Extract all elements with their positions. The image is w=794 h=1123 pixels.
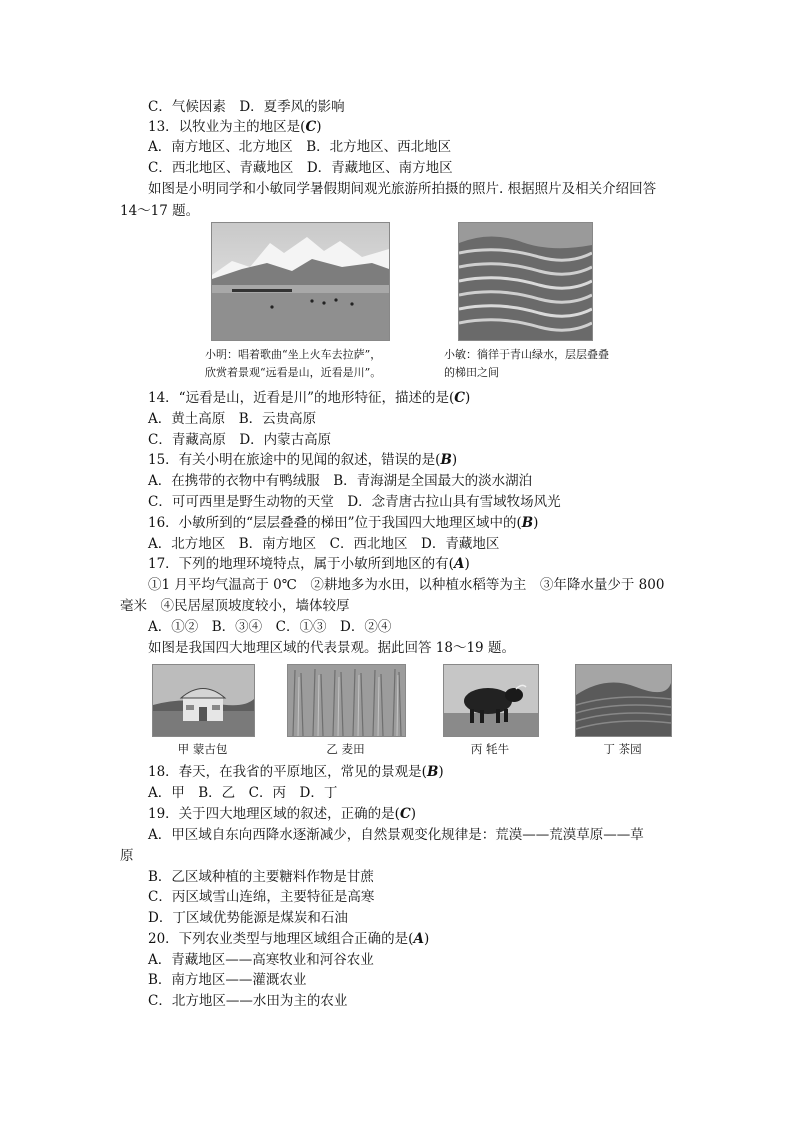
- q19-option-d: D．丁区域优势能源是煤炭和石油: [148, 910, 348, 926]
- q12-option-cd: C．气候因素 D．夏季风的影响: [148, 99, 345, 115]
- q19-option-c: C．丙区域雪山连绵，主要特征是高寒: [148, 889, 375, 905]
- question-19-answer: C: [399, 806, 411, 822]
- question-15-stem: 15．有关小明在旅途中的见闻的叙述，错误的是(: [148, 452, 441, 468]
- photo-wheat-field: [287, 664, 406, 737]
- photo-terraced-fields: [458, 222, 593, 341]
- q18-options: A．甲 B．乙 C．丙 D．丁: [148, 785, 338, 801]
- question-18: [148, 763, 444, 781]
- question-15-answer: B: [440, 452, 452, 468]
- question-19: [148, 805, 416, 823]
- caption-xiaoming-line1: 小明：唱着歌曲“坐上火车去拉萨”，: [205, 348, 382, 361]
- q20-option-c: C．北方地区——水田为主的农业: [148, 993, 348, 1009]
- label-yi-wheat: 乙 麦田: [326, 742, 365, 756]
- paren-close: ): [464, 556, 470, 572]
- q20-option-a: A．青藏地区——高寒牧业和河谷农业: [148, 952, 374, 968]
- question-17: [148, 555, 470, 573]
- paren-close: ): [451, 452, 458, 468]
- intro-14-17-line1: 如图是小明同学和小敏同学暑假期间观光旅游所拍摄的照片. 根据照片及相关介绍回答: [148, 181, 657, 197]
- photo-yurt: [152, 664, 255, 737]
- q17-statements-line1: ①1 月平均气温高于 0℃ ②耕地多为水田，以种植水稻等为主 ③年降水量少于 800: [148, 577, 665, 593]
- intro-18-19: 如图是我国四大地理区域的代表景观。据此回答 18～19 题。: [148, 640, 515, 656]
- q15-option-cd: C．可可西里是野生动物的天堂 D．念青唐古拉山具有雪域牧场风光: [148, 494, 561, 510]
- question-18-stem: 18．春天，在我省的平原地区，常见的景观是(: [148, 764, 427, 780]
- paren-close: ): [465, 390, 471, 406]
- caption-xiaomin-line1: 小敏：徜徉于青山绿水，层层叠叠: [444, 348, 609, 361]
- question-16: [148, 514, 538, 532]
- label-jia-yurt: 甲 蒙古包: [177, 742, 228, 756]
- question-14: [148, 389, 470, 407]
- q19-option-b: B．乙区域种植的主要糖料作物是甘蔗: [148, 869, 374, 885]
- paren-close: ): [410, 806, 416, 822]
- question-20-answer: A: [413, 931, 424, 947]
- q13-option-cd: C．西北地区、青藏地区 D．青藏地区、南方地区: [148, 160, 453, 176]
- question-14-stem: 14．“远看是山，近看是川”的地形特征，描述的是(: [148, 390, 455, 406]
- question-16-stem: 16．小敏所到的“层层叠叠的梯田”位于我国四大地理区域中的(: [148, 515, 522, 531]
- q14-option-ab: A．黄土高原 B．云贵高原: [148, 411, 317, 427]
- question-13: [148, 118, 321, 136]
- q13-option-ab: A．南方地区、北方地区 B．北方地区、西北地区: [148, 139, 452, 155]
- question-19-stem: 19．关于四大地理区域的叙述，正确的是(: [148, 806, 400, 822]
- question-17-answer: A: [453, 556, 465, 572]
- question-13-answer: C: [305, 119, 317, 135]
- caption-xiaomin-line2: 的梯田之间: [444, 366, 499, 379]
- question-20-stem: 20．下列农业类型与地理区域组合正确的是(: [148, 931, 414, 947]
- q19-option-a-line2: 原: [120, 848, 134, 864]
- caption-xiaoming-line2: 欣赏着景观“远看是山，近看是川”。: [205, 366, 382, 379]
- label-ding-tea: 丁 茶园: [603, 742, 642, 756]
- q20-option-b: B．南方地区——灌溉农业: [148, 972, 307, 988]
- intro-14-17-line2: 14～17 题。: [120, 203, 200, 219]
- label-bing-yak: 丙 牦牛: [470, 742, 510, 756]
- q16-options: A．北方地区 B．南方地区 C．西北地区 D．青藏地区: [148, 536, 500, 552]
- question-14-answer: C: [454, 390, 465, 406]
- photo-tea-garden: [575, 664, 672, 737]
- paren-close: ): [533, 515, 539, 531]
- paren-close: ): [316, 119, 322, 135]
- q15-option-ab: A．在携带的衣物中有鸭绒服 B．青海湖是全国最大的淡水湖泊: [148, 473, 533, 489]
- question-20: [148, 930, 429, 948]
- photo-yak: [443, 664, 539, 737]
- photo-tibet-plateau: [211, 222, 390, 341]
- q14-option-cd: C．青藏高原 D．内蒙古高原: [148, 432, 332, 448]
- q17-statements-line2: 毫米 ④民居屋顶坡度较小，墙体较厚: [120, 598, 350, 614]
- q17-options: A．①② B．③④ C．①③ D．②④: [148, 619, 392, 635]
- paren-close: ): [423, 931, 430, 947]
- question-17-stem: 17．下列的地理环境特点，属于小敏所到地区的有(: [148, 556, 454, 572]
- question-15: [148, 451, 457, 469]
- q19-option-a-line1: A．甲区域自东向西降水逐渐减少，自然景观变化规律是：荒漠——荒漠草原——草: [148, 827, 644, 843]
- question-13-stem: 13．以牧业为主的地区是(: [148, 119, 306, 135]
- paren-close: ): [438, 764, 444, 780]
- question-16-answer: B: [521, 515, 534, 531]
- question-18-answer: B: [426, 764, 439, 780]
